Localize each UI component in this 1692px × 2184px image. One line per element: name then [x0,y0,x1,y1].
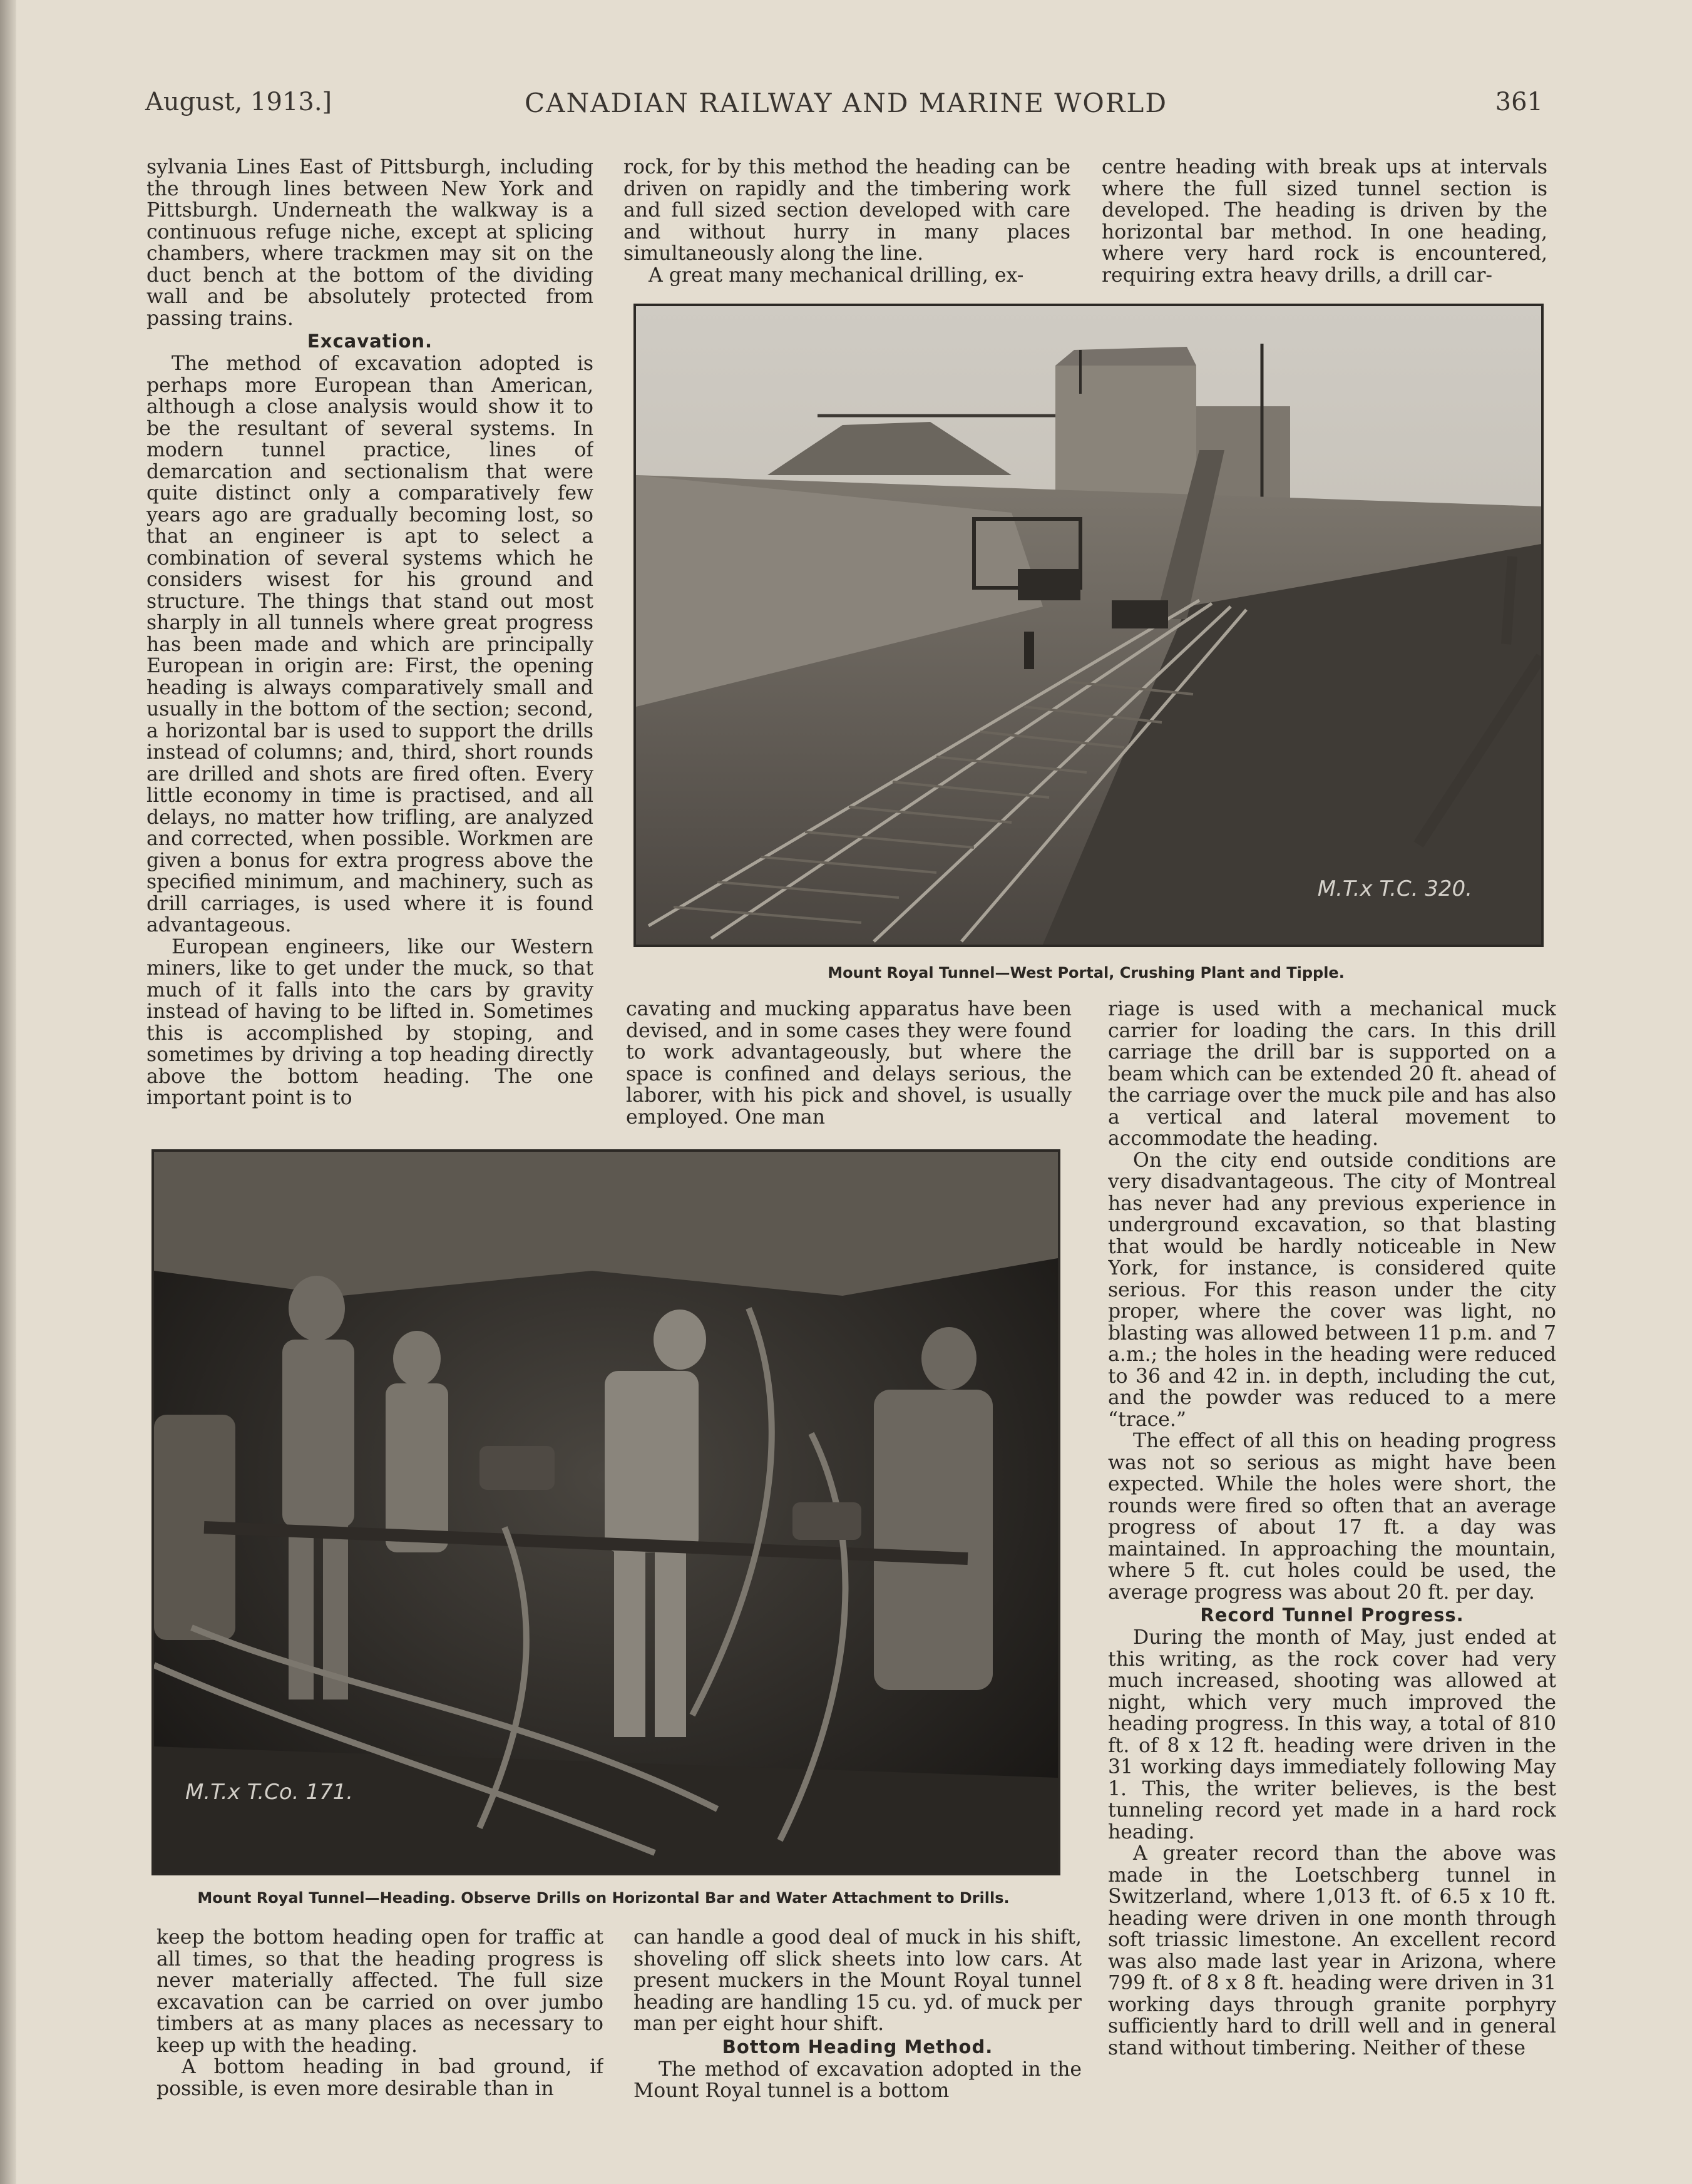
column-3-middle [1108,998,1556,2150]
paragraph: The method of excavation adopted is perhaps more European than American, although a close analysis would show it to be the resultant of several systems. In modern tunnel practice, lines of demarcation and sectionalism that were quite distinct only a comparatively few years ago are gradually becoming lost, so that an engineer is apt to select a combination of several systems which he considers wisest for his ground and structure. The things that stand out most sharply in all tunnels where great progress has been made and which are principally European in origin are: First, the opening heading is always comparatively small and usually in the bottom of the section; second, a horizontal bar is used to support the drills instead of columns; and, third, short rounds are drilled and shots are fired often. Every little economy in time is practised, and all delays, no matter how trifling, are analyzed and corrected, when possible. Workmen are given a bonus for extra progress above the specified minimum, and machinery, such as drill carriages, is used where it is found advantageous. [146,352,593,936]
paragraph: can handle a good deal of muck in his shift, shoveling off slick sheets into low cars. At present muckers in the Mount Royal tunnel heading are handling 15 cu. yd. of muck per man per eight hour shift. [633,1927,1082,2035]
west-portal-illustration [636,306,1541,945]
tunnel-heading-illustration [154,1152,1058,1873]
paragraph: cavating and mucking apparatus have been devised, and in some cases they were found to work advantageously, but where the space is confined and delays serious, the laborer, with his pick and shovel, is usually employed. One man [626,998,1072,1129]
photo-tunnel-heading [151,1149,1060,1875]
paragraph: A great many mechanical drilling, ex- [649,264,1024,287]
column-3-top [1102,156,1547,288]
paragraph: The method of excavation adopted in the Mount Royal tunnel is a bottom [633,2058,1082,2102]
paragraph: During the month of May, just ended at this writing, as the rock cover had very much increased, shooting was allowed at night, which very much improved the heading progress. In this way, a total of 810 ft. of 8 x 12 ft. heading were driven in the 31 working days immediately following May 1. This, the writer believes, is the best tunneling record yet made in a hard rock heading. [1108,1626,1556,1843]
paragraph: sylvania Lines East of Pittsburgh, including the through lines between New York and Pittsburgh. Underneath the walkway is a continuous refuge niche, except at splicing chambers, where trackmen may sit on the duct bench at the bottom of the dividing wall and be absolutely protected from passing trains. [146,156,593,330]
column-1-top [146,156,593,1130]
column-1-bottom [156,1927,603,2127]
issue-date: August, 1913.] [145,88,332,116]
section-heading-bottom-heading-method: Bottom Heading Method. [722,2036,993,2058]
paragraph: A bottom heading in bad ground, if possible, is even more desirable than in [156,2056,603,2100]
page-number: 361 [1495,88,1543,116]
photo-negative-number: M.T.x T.C. 320. [1317,876,1472,901]
running-title: CANADIAN RAILWAY AND MARINE WORLD [524,88,1168,118]
section-heading-record-tunnel-progress: Record Tunnel Progress. [1200,1604,1464,1626]
photo-west-portal [633,304,1544,947]
paragraph: The effect of all this on heading progress was not so serious as might have been expected. While the holes were short, the rounds were fired so often that an average progress of about 17 ft. a day was maintained. In approaching the mountain, where 5 ft. cut holes could be used, the average progress was about 20 ft. per day. [1108,1430,1556,1604]
photo-negative-number: M.T.x T.Co. 171. [185,1780,354,1805]
photo-caption-heading: Mount Royal Tunnel—Heading. Observe Drills on Horizontal Bar and Water Attachment to Drills. [197,1889,1010,1907]
photo-caption-west-portal: Mount Royal Tunnel—West Portal, Crushing Plant and Tipple. [828,964,1345,982]
page-binding-edge [0,0,16,2184]
section-heading-excavation: Excavation. [307,331,433,352]
paragraph: centre heading with break ups at intervals where the full sized tunnel section is developed. The heading is driven by the horizontal bar method. In one heading, where very hard rock is encountered, requiring extra heavy drills, a drill car- [1102,156,1547,287]
column-2-top [623,156,1070,288]
paragraph: A greater record than the above was made in the Loetschberg tunnel in Switzerland, where 1,013 ft. of 6.5 x 10 ft. heading were driven in one month through soft triassic limestone. An excellent record was also made last year in Arizona, where 799 ft. of 8 x 8 ft. heading were driven in 31 working days through granite porphyry sufficiently hard to drill well and in general stand without timbering. Neither of these [1108,1842,1556,2059]
paragraph: rock, for by this method the heading can be driven on rapidly and the timbering work and full sized section developed with care and without hurry in many places simultaneously along the line. [623,156,1070,265]
column-2-middle [626,998,1072,1130]
paragraph: riage is used with a mechanical muck carrier for loading the cars. In this drill carriage the drill bar is supported on a beam which can be extended 20 ft. ahead of the carriage over the muck pile and has also a vertical and lateral movement to accommodate the heading. [1108,998,1556,1150]
column-2-bottom [633,1927,1082,2127]
paragraph: European engineers, like our Western miners, like to get under the muck, so that much of it falls into the cars by gravity instead of having to be lifted in. Sometimes this is accomplished by stoping, and sometimes by driving a top heading directly above the bottom heading. The one important point is to [146,935,593,1109]
paragraph: keep the bottom heading open for traffic at all times, so that the heading progress is never materially affected. The full size excavation can be carried on over jumbo timbers at as many places as necessary to keep up with the heading. [156,1927,603,2057]
paragraph: On the city end outside conditions are very disadvantageous. The city of Montreal has never had any previous experience in underground excavation, so that blasting that would be hardly noticeable in New York, for instance, is considered quite serious. For this reason under the city proper, where the cover was light, no blasting was allowed between 11 p.m. and 7 a.m.; the holes in the heading were reduced to 36 and 42 in. in depth, including the cut, and the powder was reduced to a mere “trace.” [1108,1149,1556,1431]
